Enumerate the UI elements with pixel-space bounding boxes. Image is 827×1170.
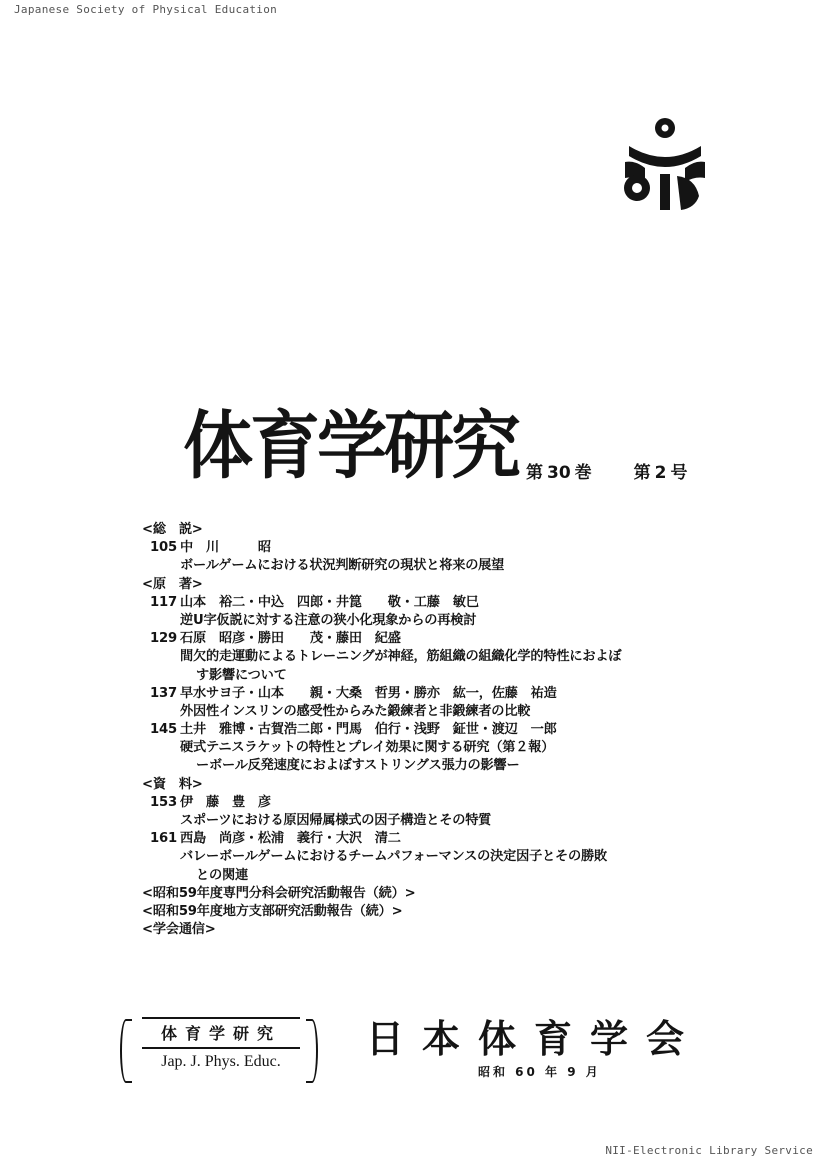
journal-title: 体育学研究: [183, 401, 518, 490]
volume-prefix: 第: [526, 463, 543, 483]
rule-top: [142, 1017, 300, 1019]
page-number: 129: [150, 631, 177, 647]
journal-label-en: Jap. J. Phys. Educ.: [161, 1053, 281, 1070]
toc-entry: [142, 721, 702, 739]
journal-label-jp: 体育学研究: [160, 1024, 281, 1043]
article-title: バレーボールゲームにおけるチームパフォーマンスの決定因子とその勝敗: [180, 849, 608, 865]
toc-entry: [142, 794, 702, 812]
section-heading: <資 料>: [142, 776, 203, 792]
toc-entry-title-cont: [142, 867, 702, 885]
authors: 石原 昭彦・勝田 茂・藤田 紀盛: [180, 631, 401, 647]
toc-entry-title: [142, 612, 702, 630]
header-note: Japanese Society of Physical Education: [14, 3, 278, 16]
toc-entry-title: [142, 557, 702, 575]
page-number: 117: [150, 594, 177, 610]
section-heading: <昭和59年度専門分科会研究活動報告（続）>: [142, 885, 416, 901]
authors: 早水サヨ子・山本 親・大桑 哲男・勝亦 紘一，佐藤 祐造: [180, 685, 557, 701]
toc-entry: [142, 630, 702, 648]
left-bracket: [120, 1019, 132, 1083]
toc-entry: [142, 685, 702, 703]
section-heading: <学会通信>: [142, 922, 216, 938]
toc-entry: [142, 594, 702, 612]
toc-entry-subtitle: [142, 757, 702, 775]
page-number: 137: [150, 685, 177, 701]
toc-entry-title: [142, 812, 702, 830]
section-heading: <原 著>: [142, 576, 203, 592]
authors: 西島 尚彦・松浦 義行・大沢 清二: [180, 831, 401, 847]
article-title: 外因性インスリンの感受性からみた鍛練者と非鍛練者の比較: [180, 703, 531, 719]
page-number: 161: [150, 831, 177, 847]
authors: 山本 裕二・中込 四郎・井箟 敬・工藤 敏巳: [180, 594, 479, 610]
issue-prefix: 第: [633, 463, 651, 483]
report-regional: [142, 903, 702, 921]
volume-suffix: 巻: [574, 463, 592, 483]
journal-label-box: [120, 1013, 318, 1081]
toc-entry-title: [142, 648, 702, 666]
rule-middle: [142, 1047, 300, 1049]
article-title: 間欠的走運動によるトレーニングが神経，筋組織の組織化学的特性におよぼ: [180, 649, 622, 665]
toc-entry-title: [142, 739, 702, 757]
society-news: [142, 921, 702, 939]
page-number: 105: [150, 540, 177, 556]
publication-date: 昭和 60 年 9 月: [478, 1065, 601, 1079]
article-title-continued: す影響について: [196, 667, 287, 683]
section-heading: <総 説>: [142, 522, 203, 537]
page-number: 145: [150, 722, 177, 738]
toc-entry: [142, 830, 702, 848]
footer-note: NII-Electronic Library Service: [605, 1144, 813, 1157]
toc-entry-title: [142, 703, 702, 721]
table-of-contents: [142, 521, 702, 939]
volume-number: 30: [547, 463, 571, 483]
report-specialty: [142, 885, 702, 903]
section-heading: <昭和59年度地方支部研究活動報告（続）>: [142, 903, 403, 919]
article-title: 硬式テニスラケットの特性とプレイ効果に関する研究（第２報）: [180, 740, 555, 756]
authors: 中 川 昭: [180, 540, 271, 556]
society-name: 日本体育学会: [366, 1016, 703, 1061]
authors: 伊 藤 豊 彦: [180, 794, 271, 810]
volume-issue: [526, 458, 688, 483]
toc-entry-title-cont: [142, 667, 702, 685]
section-review: [142, 521, 702, 539]
article-title: ボールゲームにおける状況判断研究の現状と将来の展望: [180, 558, 505, 574]
section-materials: [142, 776, 702, 794]
authors: 土井 雅博・古賀浩二郎・門馬 伯行・浅野 鉦世・渡辺 一郎: [180, 722, 557, 738]
toc-entry: [142, 539, 702, 557]
issue-suffix: 号: [670, 463, 688, 483]
article-title: スポーツにおける原因帰属様式の因子構造とその特質: [180, 813, 492, 828]
article-subtitle: ーボール反発速度におよぼすストリングス張力の影響ー: [196, 758, 520, 774]
article-title: 逆U字仮説に対する注意の狭小化現象からの再検討: [180, 612, 477, 628]
society-emblem: [615, 116, 715, 216]
issue-number: 2: [654, 463, 667, 483]
toc-entry-title: [142, 848, 702, 866]
right-bracket: [306, 1019, 318, 1083]
page-number: 153: [150, 794, 177, 810]
section-original: [142, 576, 702, 594]
article-title-continued: との関連: [196, 867, 248, 883]
